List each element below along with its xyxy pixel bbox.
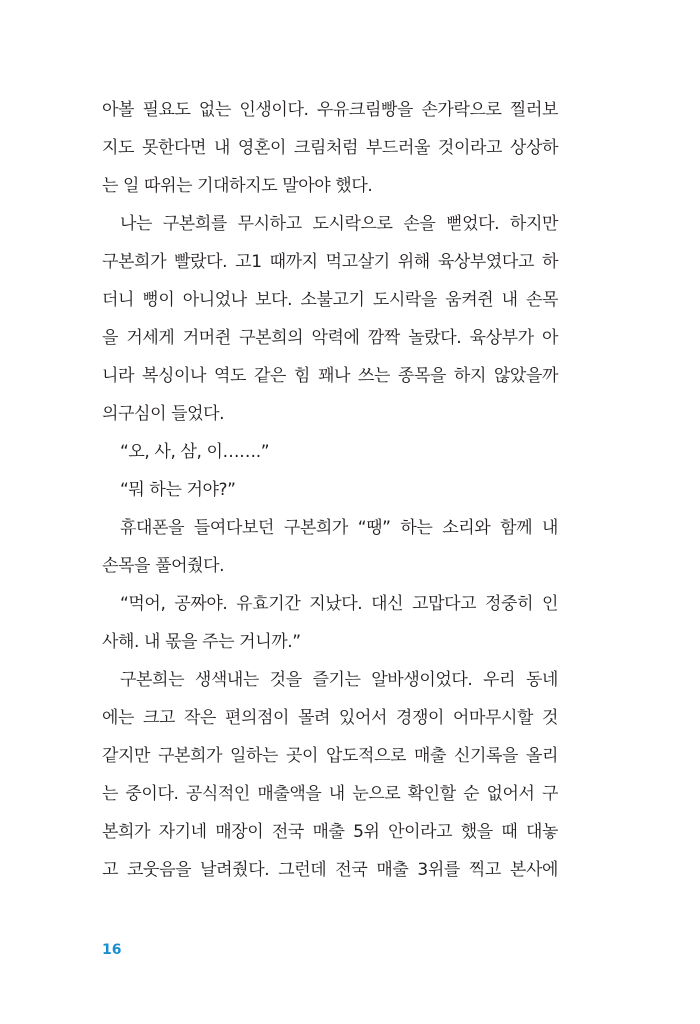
text-line: 구본희는 생색내는 것을 즐기는 알바생이었다. 우리 동네 <box>120 670 558 690</box>
text-line: 아볼 필요도 없는 인생이다. 우유크림빵을 손가락으로 찔러보 <box>102 100 558 120</box>
text-line: 에는 크고 작은 편의점이 몰려 있어서 경쟁이 어마무시할 것 <box>102 708 558 728</box>
text-line: 을 거세게 거머쥔 구본희의 악력에 깜짝 놀랐다. 육상부가 아 <box>102 328 558 348</box>
dialogue-line: “뭐 하는 거야?” <box>120 480 236 500</box>
text-line: 의구심이 들었다. <box>102 404 225 424</box>
text-line: 지도 못한다면 내 영혼이 크림처럼 부드러울 것이라고 상상하 <box>102 138 558 158</box>
text-line: 본희가 자기네 매장이 전국 매출 5위 안이라고 했을 때 대놓 <box>102 822 558 842</box>
text-line: 손목을 풀어줬다. <box>102 556 225 576</box>
text-line: 휴대폰을 들여다보던 구본희가 “땡” 하는 소리와 함께 내 <box>120 518 558 538</box>
text-line: 는 중이다. 공식적인 매출액을 내 눈으로 확인할 순 없어서 구 <box>102 784 558 804</box>
text-line: 는 일 따위는 기대하지도 말아야 했다. <box>102 176 373 196</box>
dialogue-line: 사해. 내 몫을 주는 거니까.” <box>102 632 301 652</box>
text-line: 니라 복싱이나 역도 같은 힘 꽤나 쓰는 종목을 하지 않았을까 <box>102 366 558 386</box>
text-line: 더니 뻥이 아니었나 보다. 소불고기 도시락을 움켜쥔 내 손목 <box>102 290 558 310</box>
dialogue-line: “먹어, 공짜야. 유효기간 지났다. 대신 고맙다고 정중히 인 <box>120 594 558 614</box>
dialogue-line: “오, 사, 삼, 이…….” <box>120 442 270 462</box>
page-number: 16 <box>102 942 122 958</box>
text-line: 나는 구본희를 무시하고 도시락으로 손을 뻗었다. 하지만 <box>120 214 558 234</box>
text-line: 구본희가 빨랐다. 고1 때까지 먹고살기 위해 육상부였다고 하 <box>102 252 558 272</box>
text-line: 같지만 구본희가 일하는 곳이 압도적으로 매출 신기록을 올리 <box>102 746 558 766</box>
text-line: 고 코웃음을 날려줬다. 그런데 전국 매출 3위를 찍고 본사에 <box>102 860 558 880</box>
